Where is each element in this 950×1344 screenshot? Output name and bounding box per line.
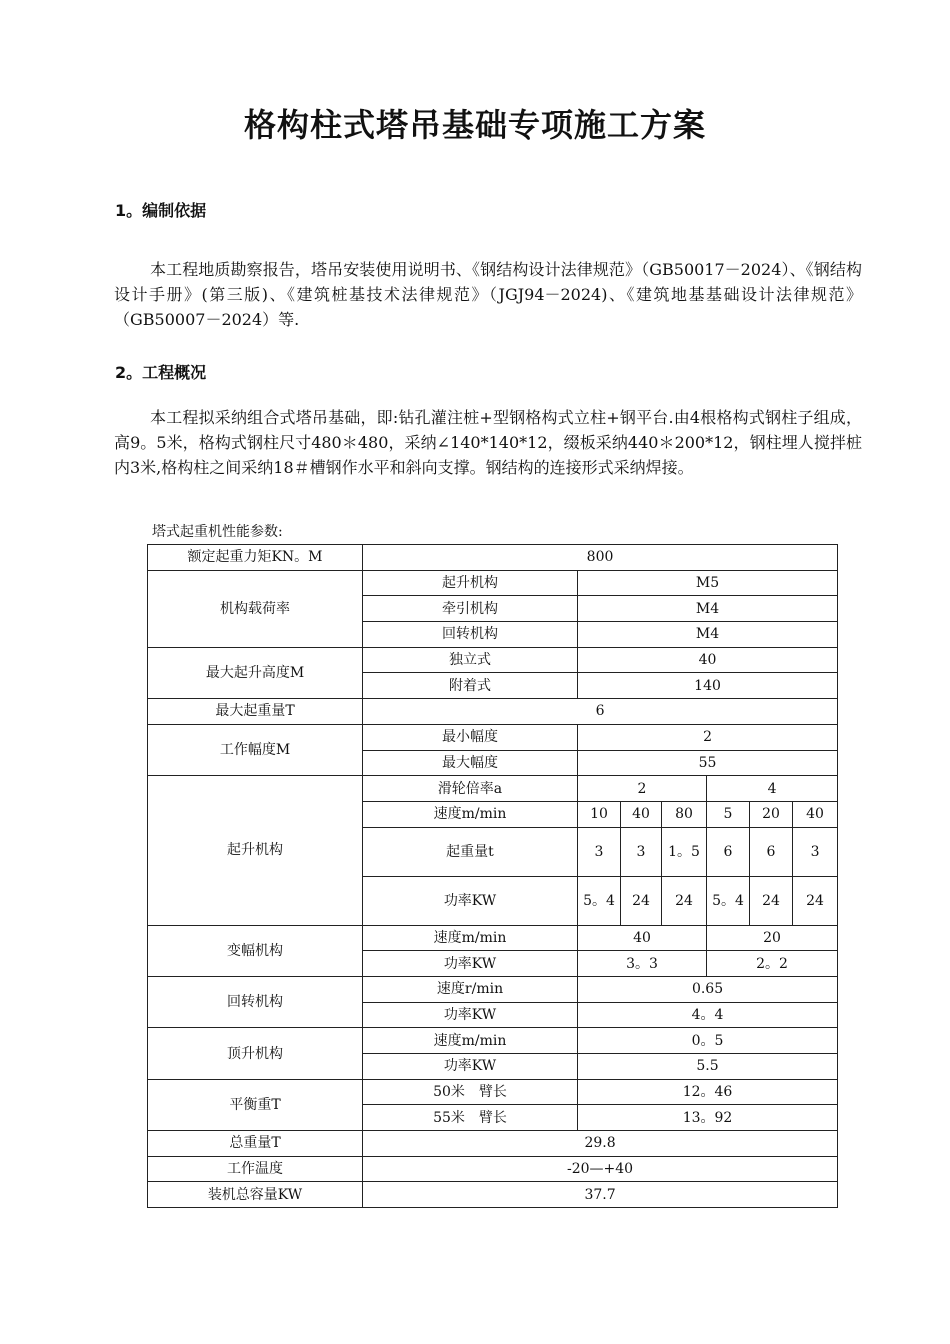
table-cell: 起升机构 (363, 570, 578, 596)
table-cell: 5.5 (578, 1054, 838, 1080)
table-cell: 40 (578, 925, 707, 951)
table-cell: 40 (793, 801, 838, 827)
table-row (148, 647, 838, 673)
table-cell: 总重量T (148, 1131, 363, 1157)
table-cell: 0。5 (578, 1028, 838, 1054)
table-cell: 50米 臂长 (363, 1079, 578, 1105)
table-caption: 塔式起重机性能参数: (152, 524, 283, 540)
table-cell: 24 (621, 876, 662, 925)
table-cell: 29.8 (363, 1131, 838, 1157)
table-row (148, 1079, 838, 1105)
table-cell: 5 (707, 801, 750, 827)
table-cell: 起升机构 (148, 776, 363, 925)
table-cell: 附着式 (363, 673, 578, 699)
table-cell: 速度r/min (363, 976, 578, 1002)
table-row (148, 545, 838, 571)
table-cell: 额定起重力矩KN。M (148, 545, 363, 571)
table-cell: 13。92 (578, 1105, 838, 1131)
table-row (148, 570, 838, 596)
table-cell: 3 (793, 827, 838, 876)
table-cell: M4 (578, 622, 838, 648)
table-cell: 40 (621, 801, 662, 827)
table-cell: 起重量t (363, 827, 578, 876)
table-cell: 800 (363, 545, 838, 571)
table-cell: 0.65 (578, 976, 838, 1002)
section-2-body: 本工程拟采纳组合式塔吊基础，即:钻孔灌注桩+型钢格构式立柱+钢平台.由4根格构式钢柱子组成，高9。5米，格构式钢柱尺寸480＊480，采纳∠140*140*12，缀板采纳440＊200*12，钢柱埋人搅拌桩内3米,格构柱之间采纳18＃槽钢作水平和斜向支撑。钢结构的连接形式采纳焊接。 (114, 408, 862, 477)
table-cell: 工作温度 (148, 1156, 363, 1182)
table-cell: 2。2 (707, 951, 838, 977)
table-cell: 最大起升高度M (148, 647, 363, 698)
table-cell: 12。46 (578, 1079, 838, 1105)
table-cell: -20—+40 (363, 1156, 838, 1182)
table-cell: 2 (578, 776, 707, 802)
table-cell: 功率KW (363, 951, 578, 977)
table-row (148, 724, 838, 750)
table-cell: 6 (750, 827, 793, 876)
table-cell: 24 (793, 876, 838, 925)
table-cell: 变幅机构 (148, 925, 363, 976)
table-cell: 功率KW (363, 1002, 578, 1028)
table-cell: 顶升机构 (148, 1028, 363, 1079)
table-cell: 最大起重量T (148, 699, 363, 725)
table-cell: 功率KW (363, 876, 578, 925)
table-row (148, 1131, 838, 1157)
table-cell: 最大幅度 (363, 750, 578, 776)
table-cell: 24 (662, 876, 707, 925)
table-cell: 24 (750, 876, 793, 925)
table-cell: 机构载荷率 (148, 570, 363, 647)
table-cell: M4 (578, 596, 838, 622)
table-cell: 4 (707, 776, 838, 802)
table-cell: 平衡重T (148, 1079, 363, 1130)
table-row (148, 1182, 838, 1208)
table-cell: 速度m/min (363, 801, 578, 827)
table-row (148, 1156, 838, 1182)
table-cell: 6 (363, 699, 838, 725)
table-cell: 功率KW (363, 1054, 578, 1080)
crane-spec-table (147, 544, 838, 1208)
section-1-body: 本工程地质勘察报告，塔吊安装使用说明书、《钢结构设计法律规范》（GB50017－2024）、《钢结构设计手册》(第三版)、《建筑桩基技术法律规范》（JGJ94－2024)、《建筑地基基础设计法律规范》（GB50007－2024）等. (114, 260, 862, 329)
table-cell: M5 (578, 570, 838, 596)
table-cell: 工作幅度M (148, 724, 363, 775)
table-cell: 3。3 (578, 951, 707, 977)
table-row (148, 776, 838, 802)
table-cell: 6 (707, 827, 750, 876)
table-cell: 装机总容量KW (148, 1182, 363, 1208)
table-cell: 1。5 (662, 827, 707, 876)
table-cell: 3 (578, 827, 621, 876)
table-row (148, 976, 838, 1002)
table-cell: 80 (662, 801, 707, 827)
table-row (148, 1028, 838, 1054)
table-cell: 5。4 (707, 876, 750, 925)
table-cell: 2 (578, 724, 838, 750)
table-cell: 140 (578, 673, 838, 699)
table-cell: 速度m/min (363, 925, 578, 951)
table-row (148, 925, 838, 951)
table-cell: 20 (750, 801, 793, 827)
table-cell: 37.7 (363, 1182, 838, 1208)
table-cell: 40 (578, 647, 838, 673)
table-cell: 5。4 (578, 876, 621, 925)
table-cell: 最小幅度 (363, 724, 578, 750)
table-cell: 独立式 (363, 647, 578, 673)
table-cell: 回转机构 (363, 622, 578, 648)
table-row (148, 699, 838, 725)
table-cell: 10 (578, 801, 621, 827)
section-1-heading: 1。编制依据 (115, 201, 207, 220)
table-cell: 速度m/min (363, 1028, 578, 1054)
table-cell: 20 (707, 925, 838, 951)
section-2-heading: 2。工程概况 (115, 363, 207, 382)
table-cell: 55米 臂长 (363, 1105, 578, 1131)
document-title: 格构柱式塔吊基础专项施工方案 (243, 106, 706, 144)
table-cell: 55 (578, 750, 838, 776)
table-cell: 滑轮倍率a (363, 776, 578, 802)
table-cell: 3 (621, 827, 662, 876)
table-cell: 牵引机构 (363, 596, 578, 622)
table-cell: 回转机构 (148, 976, 363, 1027)
table-cell: 4。4 (578, 1002, 838, 1028)
